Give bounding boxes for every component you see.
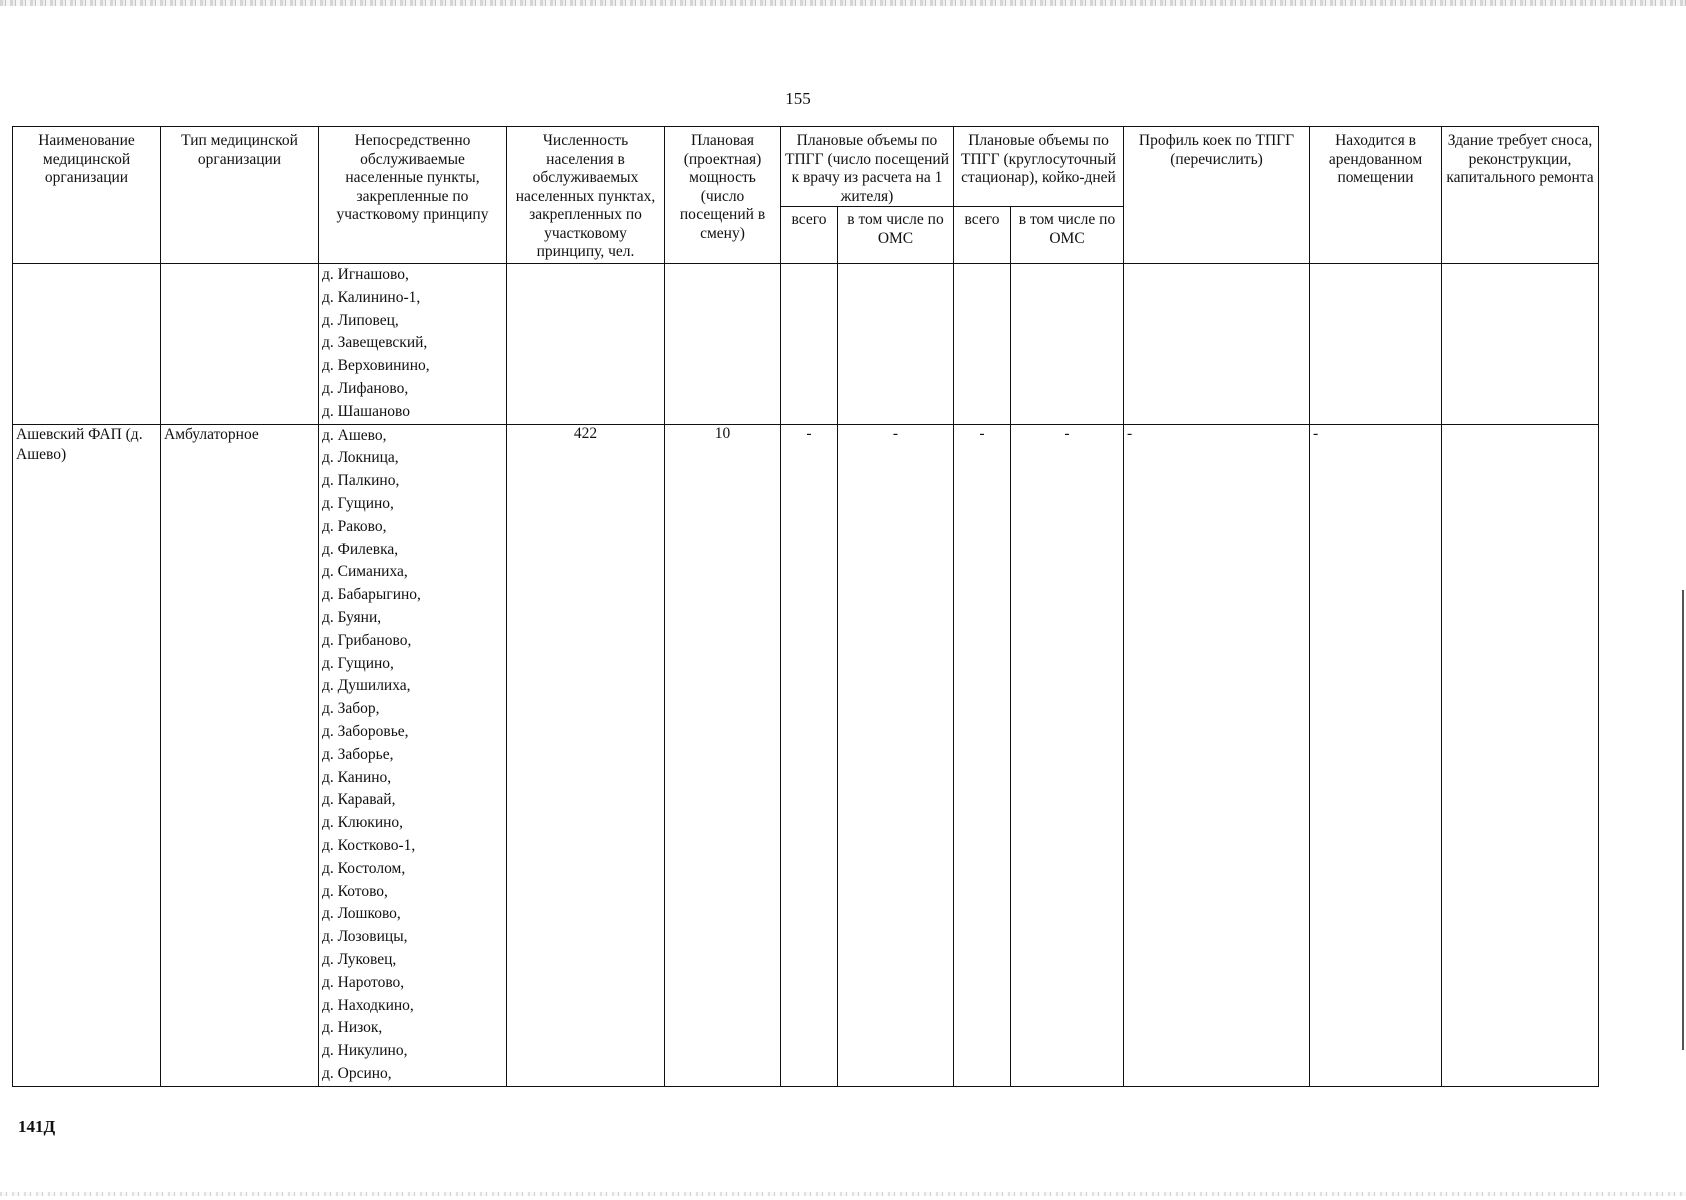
- place-item: д. Липовец,: [322, 311, 399, 329]
- place-item: д. Игнашово,: [322, 266, 409, 283]
- table-row-continuation: [13, 264, 1599, 425]
- cell-hospital-oms: [1011, 264, 1124, 425]
- place-item: д. Верховинино,: [322, 357, 430, 375]
- cell-name: Ашевский ФАП (д. Ашево): [13, 424, 161, 1086]
- place-item: д. Палкино,: [322, 472, 400, 490]
- scan-edge-right: [1682, 590, 1684, 1050]
- cell-capacity: 10: [665, 424, 781, 1086]
- header-population: Численность населения в обслуживаемых населенных пунктах, закрепленных по участковому принципу, чел.: [507, 127, 665, 264]
- place-item: д. Душилиха,: [322, 677, 411, 695]
- cell-places: [319, 264, 507, 425]
- place-item: д. Грибаново,: [322, 631, 412, 649]
- header-capacity: Плановая (проектная) мощность (число посещений в смену): [665, 127, 781, 264]
- cell-building: [1442, 424, 1599, 1086]
- place-item: д. Шашаново: [322, 402, 410, 420]
- place-item: д. Костково-1,: [322, 836, 416, 854]
- header-places: Непосредственно обслуживаемые населенные пункты, закрепленные по участковому принципу: [319, 127, 507, 264]
- cell-hospital-oms: -: [1011, 424, 1124, 1086]
- header-building: Здание требует сноса, реконструкции, капитального ремонта: [1442, 127, 1599, 264]
- header-hospital-group: Плановые объемы по ТПГГ (круглосуточный стационар), койко-дней: [954, 127, 1124, 207]
- page-number: 155: [785, 89, 811, 108]
- header-visits-total: всего: [781, 207, 838, 264]
- place-item: д. Заборовье,: [322, 722, 409, 740]
- place-item: д. Заборье,: [322, 745, 394, 763]
- place-item: д. Котово,: [322, 882, 388, 900]
- place-item: д. Орсино,: [322, 1064, 392, 1082]
- cell-hospital-total: -: [954, 424, 1011, 1086]
- place-item: д. Гущино,: [322, 494, 394, 512]
- header-bed-profile: Профиль коек по ТПГГ (перечислить): [1124, 127, 1310, 264]
- header-name: Наименование медицинской организации: [13, 127, 161, 264]
- place-item: д. Костолом,: [322, 859, 406, 877]
- place-item: д. Калинино-1,: [322, 288, 421, 306]
- header-hospital-total: всего: [954, 207, 1011, 264]
- scan-edge-bottom: [0, 1192, 1686, 1196]
- cell-bed-profile: [1124, 264, 1310, 425]
- place-item: д. Клюкино,: [322, 814, 404, 832]
- header-type: Тип медицинской организации: [161, 127, 319, 264]
- header-hospital-oms: в том числе по ОМС: [1011, 207, 1124, 264]
- place-item: д. Филевка,: [322, 540, 399, 558]
- table-header: [13, 127, 1599, 264]
- place-item: д. Забор,: [322, 700, 380, 718]
- place-item: д. Лошково,: [322, 905, 401, 923]
- place-item: д. Лифаново,: [322, 379, 409, 397]
- cell-building: [1442, 264, 1599, 425]
- place-item: д. Наротово,: [322, 973, 405, 991]
- document-code: 141Д: [18, 1117, 56, 1136]
- header-rented: Находится в арендованном помещении: [1310, 127, 1442, 264]
- header-visits-oms: в том числе по ОМС: [838, 207, 954, 264]
- cell-type: Амбулаторное: [161, 424, 319, 1086]
- cell-capacity: [665, 264, 781, 425]
- cell-visits-total: [781, 264, 838, 425]
- cell-population: [507, 264, 665, 425]
- place-item: д. Раково,: [322, 517, 387, 535]
- place-item: д. Низок,: [322, 1019, 383, 1037]
- header-visits-group: Плановые объемы по ТПГГ (число посещений к врачу из расчета на 1 жителя): [781, 127, 954, 207]
- cell-visits-total: -: [781, 424, 838, 1086]
- cell-bed-profile: -: [1124, 424, 1310, 1086]
- place-item: д. Ашево,: [322, 426, 387, 444]
- place-item: д. Канино,: [322, 768, 392, 786]
- cell-places: [319, 424, 507, 1086]
- place-item: д. Лозовицы,: [322, 928, 408, 946]
- place-item: д. Находкино,: [322, 996, 414, 1014]
- cell-rented: [1310, 264, 1442, 425]
- table-row-ashevo: [13, 424, 1599, 1086]
- place-item: д. Каравай,: [322, 791, 396, 809]
- place-item: д. Гущино,: [322, 654, 394, 672]
- cell-visits-oms: [838, 264, 954, 425]
- medical-organizations-table: [12, 126, 1599, 1087]
- place-item: д. Симаниха,: [322, 563, 408, 581]
- place-item: д. Локница,: [322, 449, 399, 467]
- cell-visits-oms: -: [838, 424, 954, 1086]
- place-item: д. Никулино,: [322, 1042, 408, 1060]
- place-item: д. Бабарыгино,: [322, 586, 421, 604]
- cell-population: 422: [507, 424, 665, 1086]
- cell-name: [13, 264, 161, 425]
- place-item: д. Луковец,: [322, 950, 397, 968]
- place-item: д. Буяни,: [322, 608, 382, 626]
- cell-rented: -: [1310, 424, 1442, 1086]
- scan-edge-top: [0, 0, 1686, 6]
- place-item: д. Завещевский,: [322, 334, 428, 352]
- cell-type: [161, 264, 319, 425]
- cell-hospital-total: [954, 264, 1011, 425]
